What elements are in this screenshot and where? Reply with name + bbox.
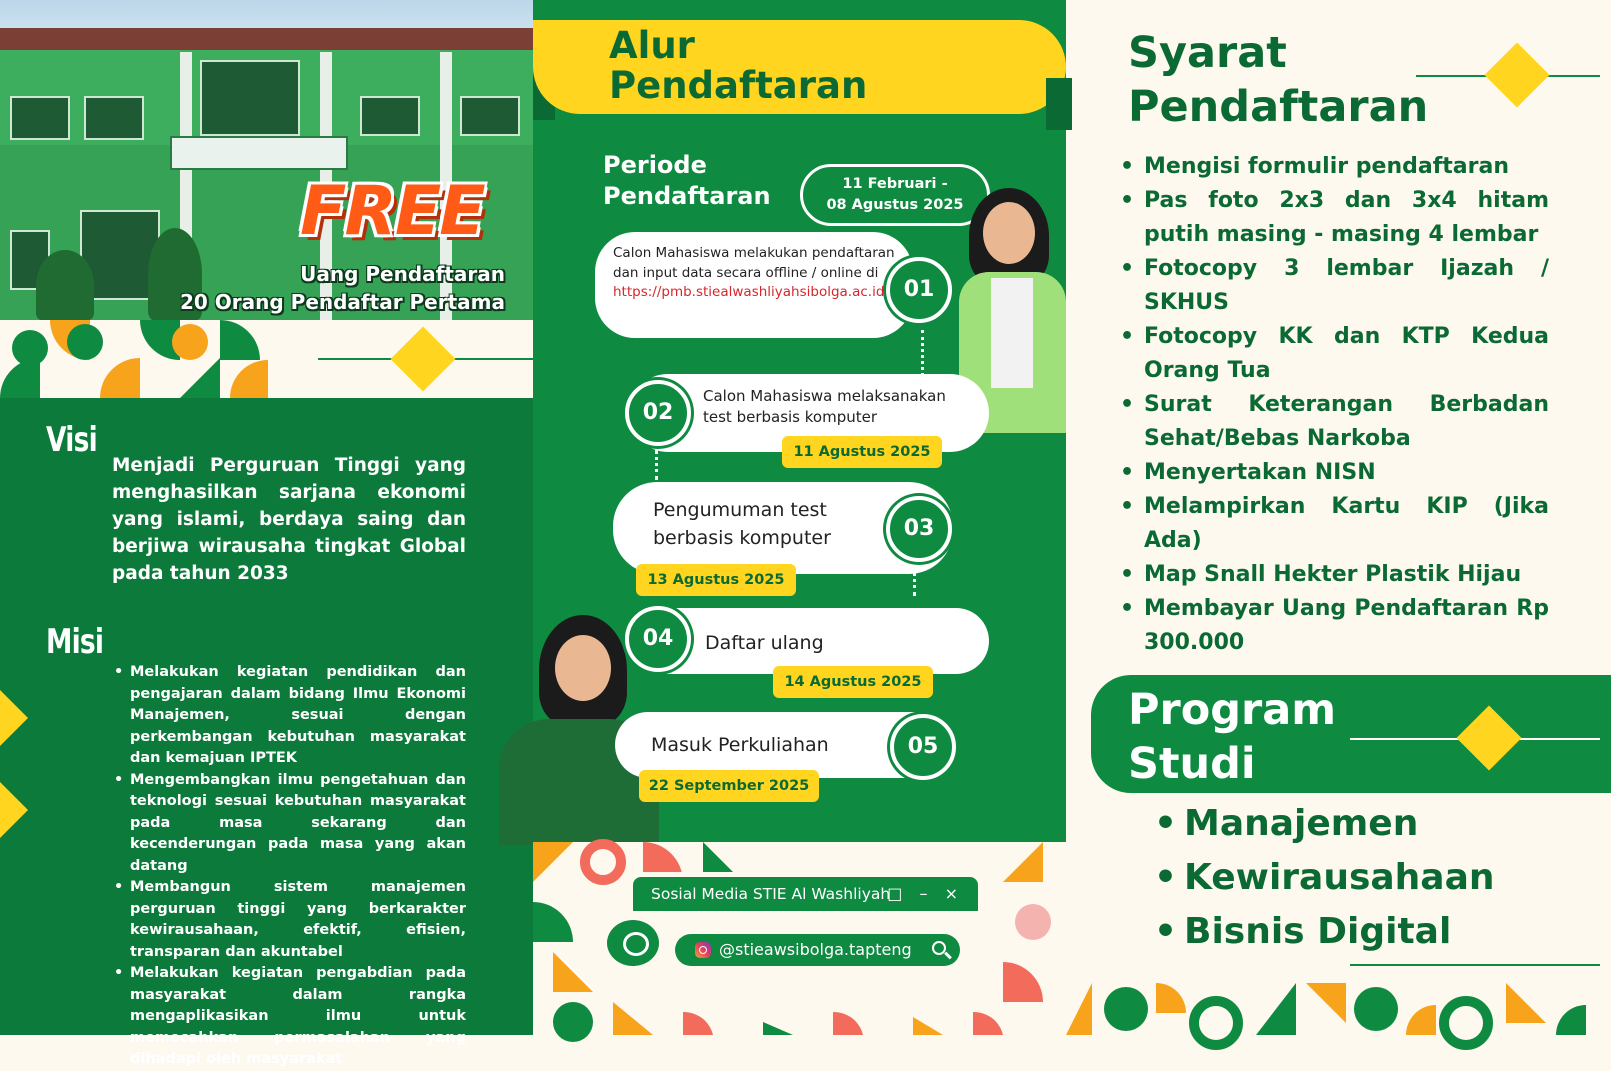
step-3-date: 13 Agustus 2025: [636, 564, 796, 596]
tree: [36, 250, 94, 320]
window: [360, 96, 420, 136]
side-triangle: [0, 690, 28, 746]
prodi-title-line-2: Studi: [1128, 739, 1256, 789]
step-1-number: 01: [886, 257, 952, 323]
window: [200, 60, 300, 136]
side-triangle: [0, 782, 28, 838]
step-2-number: 02: [625, 380, 691, 446]
campus-signboard: [170, 136, 348, 170]
right-panel: [1066, 0, 1600, 1035]
syarat-title-line-2: Pendaftaran: [1128, 82, 1429, 132]
promo-line-2: 20 Orang Pendaftar Pertama: [179, 290, 505, 314]
step-2-date: 11 Agustus 2025: [782, 436, 942, 468]
step-2-text: Calon Mahasiswa melaksanakan test berbasis komputer: [703, 387, 946, 426]
prodi-item: • Kewirausahaan: [1184, 851, 1495, 905]
connector: [913, 566, 916, 596]
syarat-item: • Mengisi formulir pendaftaran: [1144, 150, 1549, 184]
step-3-text: Pengumuman test berbasis komputer: [653, 499, 831, 549]
syarat-item: • Fotocopy 3 lembar Ijazah / SKHUS: [1144, 252, 1549, 320]
visi-heading: Visi: [46, 420, 97, 460]
step-1-description: Calon Mahasiswa melakukan pendaftaran dan input data secara offline / online di: [613, 245, 895, 281]
step-1-text: [613, 244, 903, 303]
periode-label: [603, 150, 771, 212]
instagram-icon: [695, 942, 711, 958]
free-headline: FREE: [300, 172, 484, 251]
syarat-item: • Map Snall Hekter Plastik Hijau: [1144, 558, 1549, 592]
registration-link[interactable]: https://pmb.stiealwashliyahsibolga.ac.id: [613, 284, 885, 300]
window: [10, 96, 70, 140]
prodi-title: [1128, 683, 1336, 791]
prodi-item: • Manajemen: [1184, 797, 1495, 851]
prodi-item: • Bisnis Digital: [1184, 905, 1495, 959]
alur-title: [609, 26, 867, 106]
misi-list: [112, 662, 466, 1071]
misi-heading: Misi: [46, 622, 104, 662]
syarat-title-line-1: Syarat: [1128, 28, 1287, 78]
diamond-ornament: [1484, 42, 1549, 107]
misi-item: • Mengembangkan ilmu pengetahuan dan teknologi sesuai kebutuhan masyarakat pada masa sekarang dan kecenderungan pada masa yang akan datang: [112, 770, 466, 878]
social-header-title: Sosial Media STIE Al Washliyah: [651, 885, 891, 903]
syarat-title: [1128, 26, 1428, 134]
periode-line-2: Pendaftaran: [603, 182, 771, 210]
title-tab: [1046, 78, 1072, 130]
periode-date-line-2: 08 Agustus 2025: [826, 197, 964, 213]
chat-icon: [607, 920, 659, 966]
campus-photo: [0, 0, 533, 320]
alur-title-line-2: Pendaftaran: [609, 64, 868, 107]
step-4-text: Daftar ulang: [705, 632, 824, 654]
window: [460, 96, 520, 136]
periode-date-line-1: 11 Februari -: [842, 176, 948, 192]
step-3-number: 03: [886, 496, 952, 562]
syarat-item: • Membayar Uang Pendaftaran Rp 300.000: [1144, 592, 1549, 660]
connector: [921, 330, 924, 376]
promo-line-1: Uang Pendaftaran: [300, 262, 505, 286]
social-window-header: [633, 877, 978, 911]
syarat-item: • Melampirkan Kartu KIP (Jika Ada): [1144, 490, 1549, 558]
white-shirt: [991, 278, 1033, 388]
bottom-pattern: [1066, 983, 1600, 1035]
misi-item: • Membangun sistem manajemen perguruan tinggi yang berkarakter kewirausahaan, efektif, efisien, transparan dan akuntabel: [112, 877, 466, 963]
window-controls-icon: □ – ×: [887, 884, 964, 903]
window: [84, 96, 144, 140]
prodi-list: [1184, 797, 1495, 959]
syarat-item: • Pas foto 2x3 dan 3x4 hitam putih masing - masing 4 lembar: [1144, 184, 1549, 252]
syarat-item: • Fotocopy KK dan KTP Kedua Orang Tua: [1144, 320, 1549, 388]
face: [555, 635, 611, 701]
step-4-date: 14 Agustus 2025: [773, 666, 933, 698]
misi-item: • Melakukan kegiatan pendidikan dan pengajaran dalam bidang Ilmu Ekonomi Manajemen, sesuai dengan perkembangan kebutuhan masyarakat dan kemajuan IPTEK: [112, 662, 466, 770]
building-roof: [0, 28, 533, 50]
step-4-number: 04: [625, 606, 691, 672]
social-media-section: [533, 842, 1066, 1035]
step-5-number: 05: [890, 714, 956, 780]
pattern-band: [0, 320, 533, 398]
connector: [655, 450, 658, 480]
step-5-text: Masuk Perkuliahan: [651, 734, 829, 756]
instagram-handle: @stieawsibolga.tapteng: [719, 940, 912, 959]
syarat-item: • Surat Keterangan Berbadan Sehat/Bebas Narkoba: [1144, 388, 1549, 456]
left-panel: [0, 0, 533, 1067]
instagram-handle-bar[interactable]: [675, 934, 960, 966]
middle-panel: [533, 0, 1066, 1035]
prodi-title-line-1: Program: [1128, 685, 1337, 735]
visi-text: Menjadi Perguruan Tinggi yang menghasilkan sarjana ekonomi yang islami, berdaya saing dan berjiwa wirausaha tingkat Global pada tahun 2033: [112, 455, 466, 584]
misi-item: • Melakukan kegiatan pengabdian pada masyarakat dalam rangka mengaplikasikan ilmu untuk memecahkan permasalahan yang dihadapi oleh masyarakat: [112, 963, 466, 1071]
search-icon[interactable]: [932, 941, 946, 955]
syarat-list: [1144, 150, 1549, 660]
geometric-pattern: [1066, 983, 1600, 1035]
alur-title-line-1: Alur: [609, 24, 695, 67]
syarat-item: • Menyertakan NISN: [1144, 456, 1549, 490]
divider-line: [1350, 964, 1600, 966]
face: [983, 202, 1035, 264]
periode-line-1: Periode: [603, 151, 707, 179]
step-5-date: 22 September 2025: [639, 770, 819, 802]
